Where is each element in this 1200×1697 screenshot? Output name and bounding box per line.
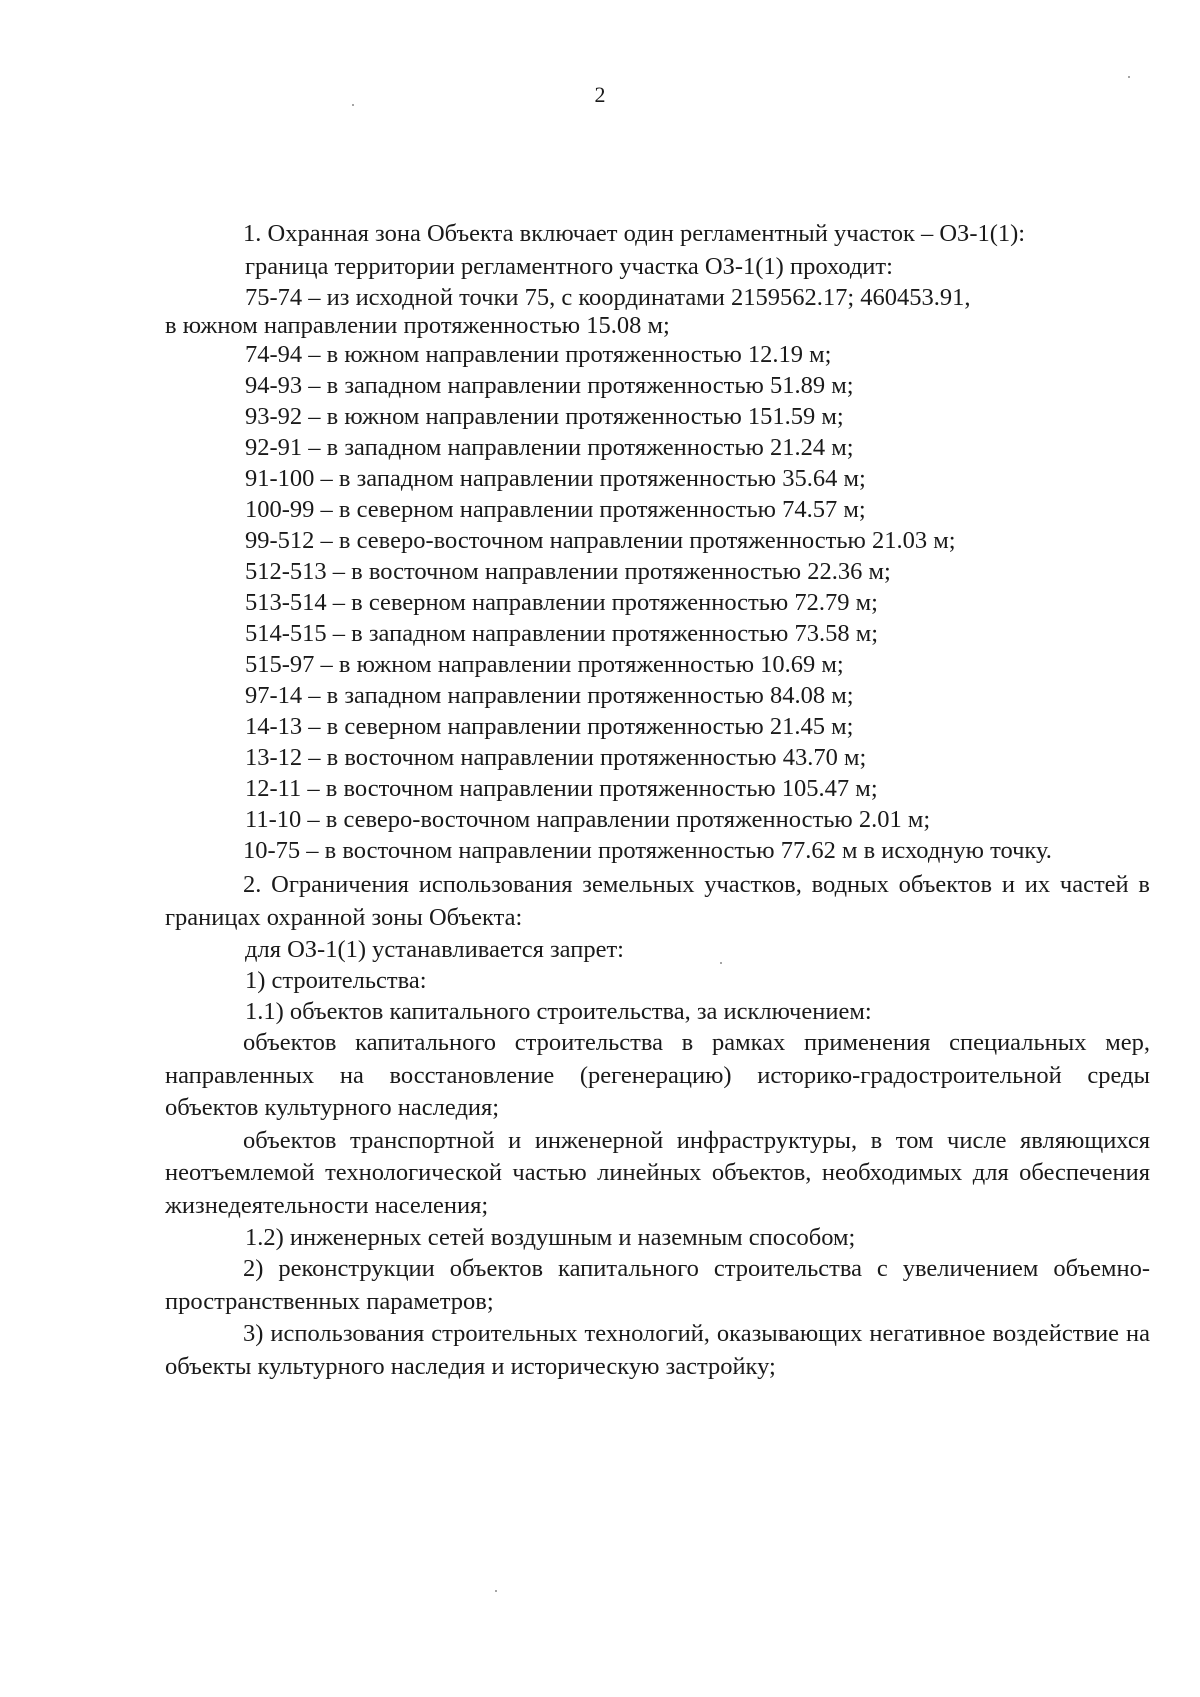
segment-item: 92-91 – в западном направлении протяженностью 21.24 м; <box>245 433 854 461</box>
page-number: 2 <box>594 82 606 107</box>
segment-item: 74-94 – в южном направлении протяженностью 12.19 м; <box>245 340 832 368</box>
item-1-1: 1.1) объектов капитального строительства, за исключением: <box>245 998 872 1025</box>
scan-speck <box>720 962 722 964</box>
segment-last: 10-75 – в восточном направлении протяженностью 77.62 м в исходную точку. <box>243 836 1052 864</box>
exception-b: объектов транспортной и инженерной инфраструктуры, в том числе являющихся неотъемлемой технологической частью линейных объектов, необходимых для обеспечения жизнедеятельности населения; <box>165 1126 1150 1219</box>
segment-item: 94-93 – в западном направлении протяженностью 51.89 м; <box>245 371 854 399</box>
document-body <box>165 218 1150 1383</box>
segment-item: 13-12 – в восточном направлении протяженностью 43.70 м; <box>245 743 867 771</box>
segment-list <box>165 339 1150 835</box>
boundary-lead: граница территории регламентного участка ОЗ-1(1) проходит: <box>245 252 893 280</box>
segment-item: 99-512 – в северо-восточном направлении протяженностью 21.03 м; <box>245 526 956 554</box>
segment-item: 512-513 – в восточном направлении протяженностью 22.36 м; <box>245 557 891 585</box>
item-3: 3) использования строительных технологий, оказывающих негативное воздействие на объекты культурного наследия и историческую застройку; <box>165 1320 1150 1380</box>
section-2-lead: для ОЗ-1(1) устанавливается запрет: <box>245 936 624 963</box>
segment-item: 515-97 – в южном направлении протяженностью 10.69 м; <box>245 650 844 678</box>
scan-speck <box>495 1590 497 1592</box>
scan-speck <box>1128 76 1130 78</box>
section-2-intro: 2. Ограничения использования земельных участков, водных объектов и их частей в границах охранной зоны Объекта: <box>165 871 1150 931</box>
segment-item: 11-10 – в северо-восточном направлении протяженностью 2.01 м; <box>245 805 931 833</box>
segment-item: 91-100 – в западном направлении протяженностью 35.64 м; <box>245 464 866 492</box>
segment-first-a: 75-74 – из исходной точки 75, с координатами 2159562.17; 460453.91, <box>245 283 971 311</box>
segment-item: 97-14 – в западном направлении протяженностью 84.08 м; <box>245 681 854 709</box>
item-2: 2) реконструкции объектов капитального строительства с увеличением объемно-пространственных параметров; <box>165 1255 1150 1315</box>
segment-item: 513-514 – в северном направлении протяженностью 72.79 м; <box>245 588 878 616</box>
section-1-intro: 1. Охранная зона Объекта включает один регламентный участок – ОЗ-1(1): <box>243 220 1026 247</box>
segment-item: 12-11 – в восточном направлении протяженностью 105.47 м; <box>245 774 878 802</box>
exception-a: объектов капитального строительства в рамках применения специальных мер, направленных на восстановление (регенерацию) историко-градостроительной среды объектов культурного наследия; <box>165 1029 1150 1121</box>
segment-first-b: в южном направлении протяженностью 15.08 м; <box>165 311 670 339</box>
segment-item: 100-99 – в северном направлении протяженностью 74.57 м; <box>245 495 866 523</box>
item-1: 1) строительства: <box>245 967 427 994</box>
segment-item: 14-13 – в северном направлении протяженностью 21.45 м; <box>245 712 854 740</box>
scan-speck <box>352 104 354 106</box>
segment-item: 514-515 – в западном направлении протяженностью 73.58 м; <box>245 619 879 647</box>
item-1-2: 1.2) инженерных сетей воздушным и наземным способом; <box>245 1224 856 1251</box>
segment-item: 93-92 – в южном направлении протяженностью 151.59 м; <box>245 402 844 430</box>
